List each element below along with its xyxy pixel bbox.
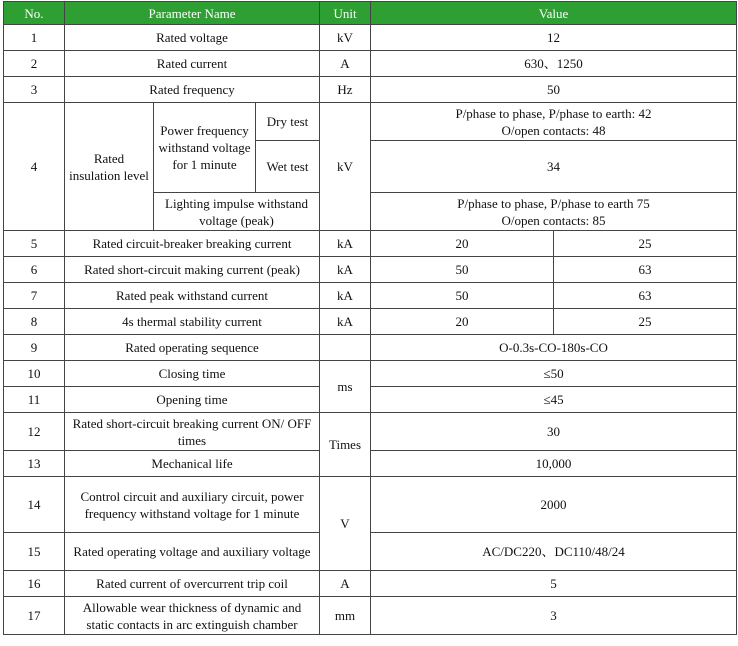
row-value: ≤45 xyxy=(371,387,737,413)
table-row xyxy=(4,77,737,103)
row-unit: kV xyxy=(320,103,371,231)
table-row xyxy=(4,571,737,597)
table-row xyxy=(4,387,737,413)
row-parameter: Rated operating voltage and auxiliary voltage xyxy=(65,533,320,571)
power-frequency-label: Power frequency withstand voltage for 1 minute xyxy=(154,103,256,193)
row-no: 16 xyxy=(4,571,65,597)
row-parameter: Rated peak withstand current xyxy=(65,283,320,309)
row-value-2: 63 xyxy=(554,283,737,309)
row-unit: kA xyxy=(320,257,371,283)
row-unit: Hz xyxy=(320,77,371,103)
row-value: 10,000 xyxy=(371,451,737,477)
row-parameter: Rated frequency xyxy=(65,77,320,103)
row-no: 2 xyxy=(4,51,65,77)
dry-test-value-line1: P/phase to phase, P/phase to earth: 42 xyxy=(455,105,652,121)
row-value: 12 xyxy=(371,25,737,51)
row-no: 13 xyxy=(4,451,65,477)
row-no: 17 xyxy=(4,597,65,635)
lighting-impulse-value-line2: O/open contacts: 85 xyxy=(501,212,606,228)
table-row xyxy=(4,335,737,361)
row-unit: kV xyxy=(320,25,371,51)
dry-test-value xyxy=(371,103,737,141)
row-no: 8 xyxy=(4,309,65,335)
table-row xyxy=(4,533,737,571)
wet-test-label: Wet test xyxy=(256,141,320,193)
row-value-2: 63 xyxy=(554,257,737,283)
lighting-impulse-label: Lighting impulse withstand voltage (peak) xyxy=(154,193,320,231)
row-parameter: Rated current of overcurrent trip coil xyxy=(65,571,320,597)
row-no: 7 xyxy=(4,283,65,309)
row-value-2: 25 xyxy=(554,309,737,335)
row-value: 50 xyxy=(371,77,737,103)
row-parameter: Allowable wear thickness of dynamic and static contacts in arc extinguish chamber xyxy=(65,597,320,635)
header-value: Value xyxy=(371,2,737,25)
row-parameter: Rated circuit-breaker breaking current xyxy=(65,231,320,257)
row-parameter: Control circuit and auxiliary circuit, power frequency withstand voltage for 1 minute xyxy=(65,477,320,533)
dry-test-label: Dry test xyxy=(256,103,320,141)
row-no: 4 xyxy=(4,103,65,231)
row-no: 14 xyxy=(4,477,65,533)
row-no: 5 xyxy=(4,231,65,257)
row-unit: V xyxy=(320,477,371,571)
row-value: ≤50 xyxy=(371,361,737,387)
row-value: 2000 xyxy=(371,477,737,533)
row-parameter: Closing time xyxy=(65,361,320,387)
row-value: 630、1250 xyxy=(371,51,737,77)
row-parameter: Rated voltage xyxy=(65,25,320,51)
row-unit: mm xyxy=(320,597,371,635)
table-row xyxy=(4,597,737,635)
table-row xyxy=(4,451,737,477)
lighting-impulse-value-line1: P/phase to phase, P/phase to earth 75 xyxy=(457,195,650,211)
row-value: 3 xyxy=(371,597,737,635)
table-row xyxy=(4,257,737,283)
table-row xyxy=(4,51,737,77)
row-value-2: 25 xyxy=(554,231,737,257)
header-unit: Unit xyxy=(320,2,371,25)
wet-test-value: 34 xyxy=(371,141,737,193)
row-no: 11 xyxy=(4,387,65,413)
insulation-level-label: Rated insulation level xyxy=(65,103,154,231)
row-value-1: 20 xyxy=(371,231,554,257)
row-unit: A xyxy=(320,51,371,77)
header-parameter-name: Parameter Name xyxy=(65,2,320,25)
dry-test-value-line2: O/open contacts: 48 xyxy=(501,122,606,138)
row-no: 3 xyxy=(4,77,65,103)
row-parameter: Rated current xyxy=(65,51,320,77)
row-parameter: Opening time xyxy=(65,387,320,413)
row-unit: A xyxy=(320,571,371,597)
table-row xyxy=(4,477,737,533)
table-row xyxy=(4,103,737,141)
row-unit: kA xyxy=(320,309,371,335)
row-unit: Times xyxy=(320,413,371,477)
row-value: AC/DC220、DC110/48/24 xyxy=(371,533,737,571)
row-no: 9 xyxy=(4,335,65,361)
table-row xyxy=(4,231,737,257)
row-parameter: Rated short-circuit making current (peak) xyxy=(65,257,320,283)
row-unit xyxy=(320,335,371,361)
table-header-row xyxy=(4,2,737,25)
table-row xyxy=(4,25,737,51)
parameter-table xyxy=(3,1,737,635)
lighting-impulse-value xyxy=(371,193,737,231)
row-value-1: 50 xyxy=(371,283,554,309)
row-value: O-0.3s-CO-180s-CO xyxy=(371,335,737,361)
row-unit: ms xyxy=(320,361,371,413)
table-row xyxy=(4,283,737,309)
header-no: No. xyxy=(4,2,65,25)
row-value: 30 xyxy=(371,413,737,451)
row-unit: kA xyxy=(320,231,371,257)
row-unit: kA xyxy=(320,283,371,309)
row-parameter: Rated short-circuit breaking current ON/ OFF times xyxy=(65,413,320,451)
row-parameter: Rated operating sequence xyxy=(65,335,320,361)
row-no: 6 xyxy=(4,257,65,283)
table-row xyxy=(4,361,737,387)
row-no: 1 xyxy=(4,25,65,51)
row-parameter: Mechanical life xyxy=(65,451,320,477)
row-parameter: 4s thermal stability current xyxy=(65,309,320,335)
row-no: 12 xyxy=(4,413,65,451)
table-row xyxy=(4,413,737,451)
row-no: 15 xyxy=(4,533,65,571)
row-no: 10 xyxy=(4,361,65,387)
table-row xyxy=(4,309,737,335)
row-value: 5 xyxy=(371,571,737,597)
row-value-1: 20 xyxy=(371,309,554,335)
row-value-1: 50 xyxy=(371,257,554,283)
